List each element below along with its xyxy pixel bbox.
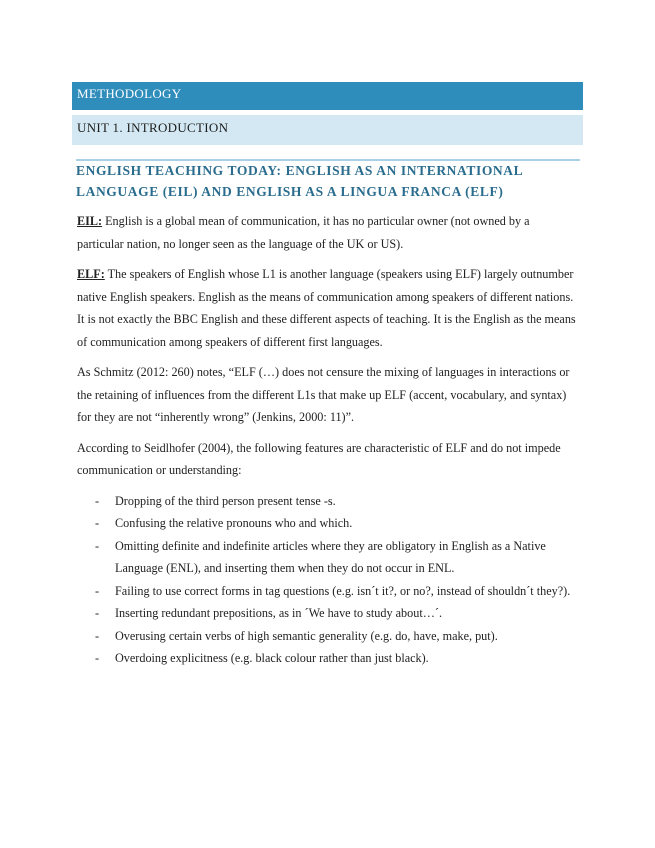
course-title: METHODOLOGY: [77, 86, 182, 101]
elf-features-list: [77, 490, 577, 670]
list-bullet: -: [95, 538, 100, 553]
section-heading: ENGLISH TEACHING TODAY: ENGLISH AS AN INTERNATIONAL LANGUAGE (EIL) AND ENGLISH AS A LINGUA FRANCA (ELF): [76, 163, 523, 199]
course-banner: [72, 82, 583, 110]
list-item: [77, 535, 577, 580]
list-bullet: -: [95, 628, 100, 643]
list-item-text: Overdoing explicitness (e.g. black colour rather than just black).: [115, 651, 429, 665]
list-bullet: -: [95, 583, 100, 598]
list-item-text: Overusing certain verbs of high semantic generality (e.g. do, have, make, put).: [115, 628, 498, 643]
list-item-text: Dropping of the third person present tense -s.: [115, 493, 336, 508]
eil-term: EIL:: [77, 214, 103, 228]
list-item-text: Confusing the relative pronouns who and which.: [115, 516, 353, 530]
list-item-text: Failing to use correct forms in tag questions (e.g. isn´t it?, or no?, instead of shouldn´t they?).: [115, 583, 571, 598]
unit-title: UNIT 1. INTRODUCTION: [77, 120, 229, 135]
eil-definition: English is a global mean of communication, it has no particular owner (not owned by a particular nation, no longer seen as the language of the UK or US).: [77, 214, 530, 251]
list-bullet: -: [95, 651, 100, 665]
eil-paragraph: [77, 210, 577, 255]
list-item: [77, 625, 577, 648]
list-item-text: Omitting definite and indefinite articles where they are obligatory in English as a Native Language (ENL), and inserting them when they do not occur in ENL.: [115, 538, 546, 575]
elf-definition: The speakers of English whose L1 is another language (speakers using ELF) largely outnumber native English speakers. English as the means of communication among speakers of different nations. It is not exactly the BBC English and these different aspects of teaching. It is the English as the means of communication among speakers of different first languages.: [77, 267, 576, 349]
list-item-text: Inserting redundant prepositions, as in ´We have to study about…´.: [115, 606, 442, 620]
list-bullet: -: [95, 493, 100, 508]
list-item: [77, 490, 577, 513]
unit-banner: [72, 115, 583, 145]
list-bullet: -: [95, 516, 100, 530]
list-bullet: -: [95, 606, 100, 620]
document-body: [77, 210, 577, 670]
list-item: [77, 602, 577, 625]
seidlhofer-intro-paragraph: According to Seidlhofer (2004), the following features are characteristic of ELF and do not impede communication or understanding:: [77, 440, 561, 477]
list-item: [77, 647, 577, 670]
schmitz-quote-paragraph: As Schmitz (2012: 260) notes, “ELF (…) does not censure the mixing of languages in interactions or the retaining of influences from the different L1s that make up ELF (accent, vocabulary, and syntax) for they are not “inherently wrong” (Jenkins, 2000: 11)”.: [77, 365, 570, 424]
elf-term: ELF:: [77, 267, 105, 281]
elf-paragraph: [77, 263, 577, 353]
list-item: [77, 512, 577, 535]
list-item: [77, 580, 577, 603]
